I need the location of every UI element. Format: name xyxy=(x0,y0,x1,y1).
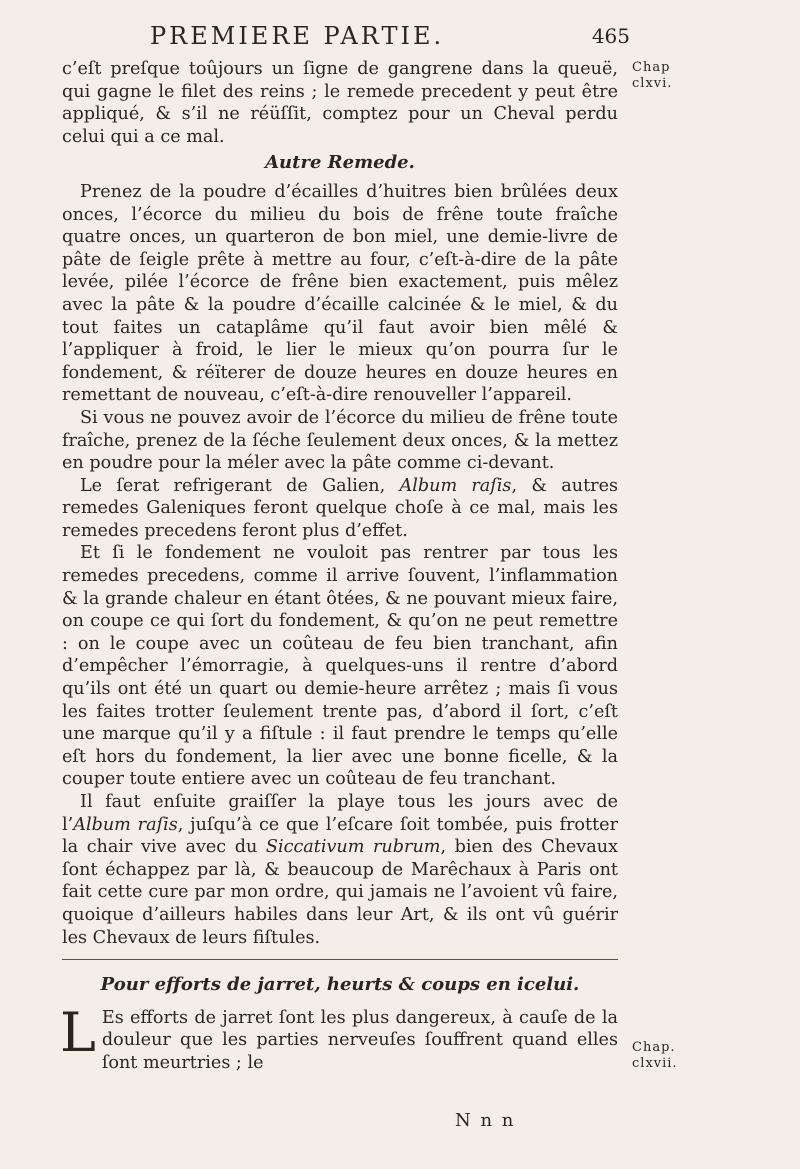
italic-term: Album raſis xyxy=(73,814,178,835)
section-heading: Pour efforts de jarret, heurts & coups en icelui. xyxy=(100,974,580,996)
paragraph: Si vous ne pouvez avoir de l’écorce du milieu de frêne toute fraîche, prenez de la ſéche ſeulement deux onces, & la mettez en poudre pour la méler avec la pâte comme ci-devant. xyxy=(62,407,618,474)
page-number: 465 xyxy=(591,24,630,48)
signature-mark: N n n xyxy=(455,1110,516,1131)
section-heading: Autre Remede. xyxy=(265,152,415,174)
margin-note-number: clxvi. xyxy=(632,76,673,91)
italic-term: Siccativum rubrum xyxy=(265,837,441,858)
running-title: PREMIERE PARTIE. xyxy=(150,22,445,50)
paragraph-text: Le ſerat refrigerant de Galien, xyxy=(80,475,386,496)
margin-note-number: clxvii. xyxy=(632,1056,678,1071)
paragraph-text: , juſqu’à ce que l’eſcare ſoit tombée, puis frotter la chair vive avec du xyxy=(62,814,618,858)
margin-note-chapter-167 xyxy=(632,1040,678,1072)
margin-note-label: Chap xyxy=(632,60,671,75)
margin-note-chapter-166 xyxy=(632,60,672,92)
paragraph xyxy=(62,791,618,949)
paragraph: c’eſt preſque toûjours un ſigne de gangrene dans la queuë, qui gagne le filet des reins ; le remede precedent y peut être appliqué, & s’il ne réüſſit, comptez pour un Cheval perdu celui qui a ce mal. xyxy=(62,59,618,147)
paragraph: Et ſi le fondement ne vouloit pas rentrer par tous les remedes precedens, comme il arrive ſouvent, l’inflammation & la grande chaleur en étant ôtées, & ne pouvant mieux faire, on coupe ce qui ſort du fondement, & qu’on ne peut remettre : on le coupe avec un coûteau de feu bien tranchant, afin d’empêcher l’émorragie, à quelques-uns il rentre d’abord qu’ils ont été un quart ou demie-heure arrêtez ; mais ſi vous les faites trotter ſeulement trente pas, d’abord il ſort, c’eſt une marque qu’il y a fiſtule : il faut prendre le temps qu’elle eſt hors du fondement, la lier avec une bonne ficelle, & la couper toute entiere avec un coûteau de feu tranchant. xyxy=(62,543,618,790)
paragraph-text: , & autres remedes Galeniques feront quelque choſe à ce mal, mais les remedes precedens feront plus d’effet. xyxy=(62,475,619,541)
paragraph: Prenez de la poudre d’écailles d’huitres bien brûlées deux onces, l’écorce du milieu du bois de frêne toute fraîche quatre onces, un quarteron de bon miel, une demie-livre de pâte de ſeigle prête à mettre au four, c’eſt-à-dire de la pâte levée, pilée l’écorce de frêne bien exactement, puis mêlez avec la pâte & la poudre d’écaille calcinée & le miel, & du tout faites un cataplâme qu’il faut avoir bien mêlé & l’appliquer à froid, le lier le mieux qu’on pourra ſur le fondement, & réïterer de douze heures en douze heures en remettant de nouveau, c’eſt-à-dire renouveller l’appareil. xyxy=(62,181,618,406)
drop-cap: L xyxy=(60,1000,96,1064)
paragraph xyxy=(60,1000,618,1075)
paragraph-text: Es efforts de jarret ſont les plus dangereux, à cauſe de la douleur que les parties nerveuſes ſouffrent quand elles ſont meurtries ; le xyxy=(101,1007,618,1073)
paragraph-text: , bien des Chevaux ſont échappez par là, & beaucoup de Marêchaux à Paris ont fait cette cure par mon ordre, qui jamais ne l’avoient vû faire, quoique d’ailleurs habiles dans leur Art, & ils ont vû guérir les Chevaux de leurs fiſtules. xyxy=(62,837,618,948)
paragraph xyxy=(62,475,618,543)
paragraph-text: Il faut enſuite graiſſer la playe tous les jours avec de l’ xyxy=(62,792,618,835)
body-text xyxy=(62,58,618,1075)
section-divider xyxy=(62,959,618,960)
italic-term: Album raſis xyxy=(399,475,512,496)
margin-note-label: Chap. xyxy=(632,1040,676,1055)
